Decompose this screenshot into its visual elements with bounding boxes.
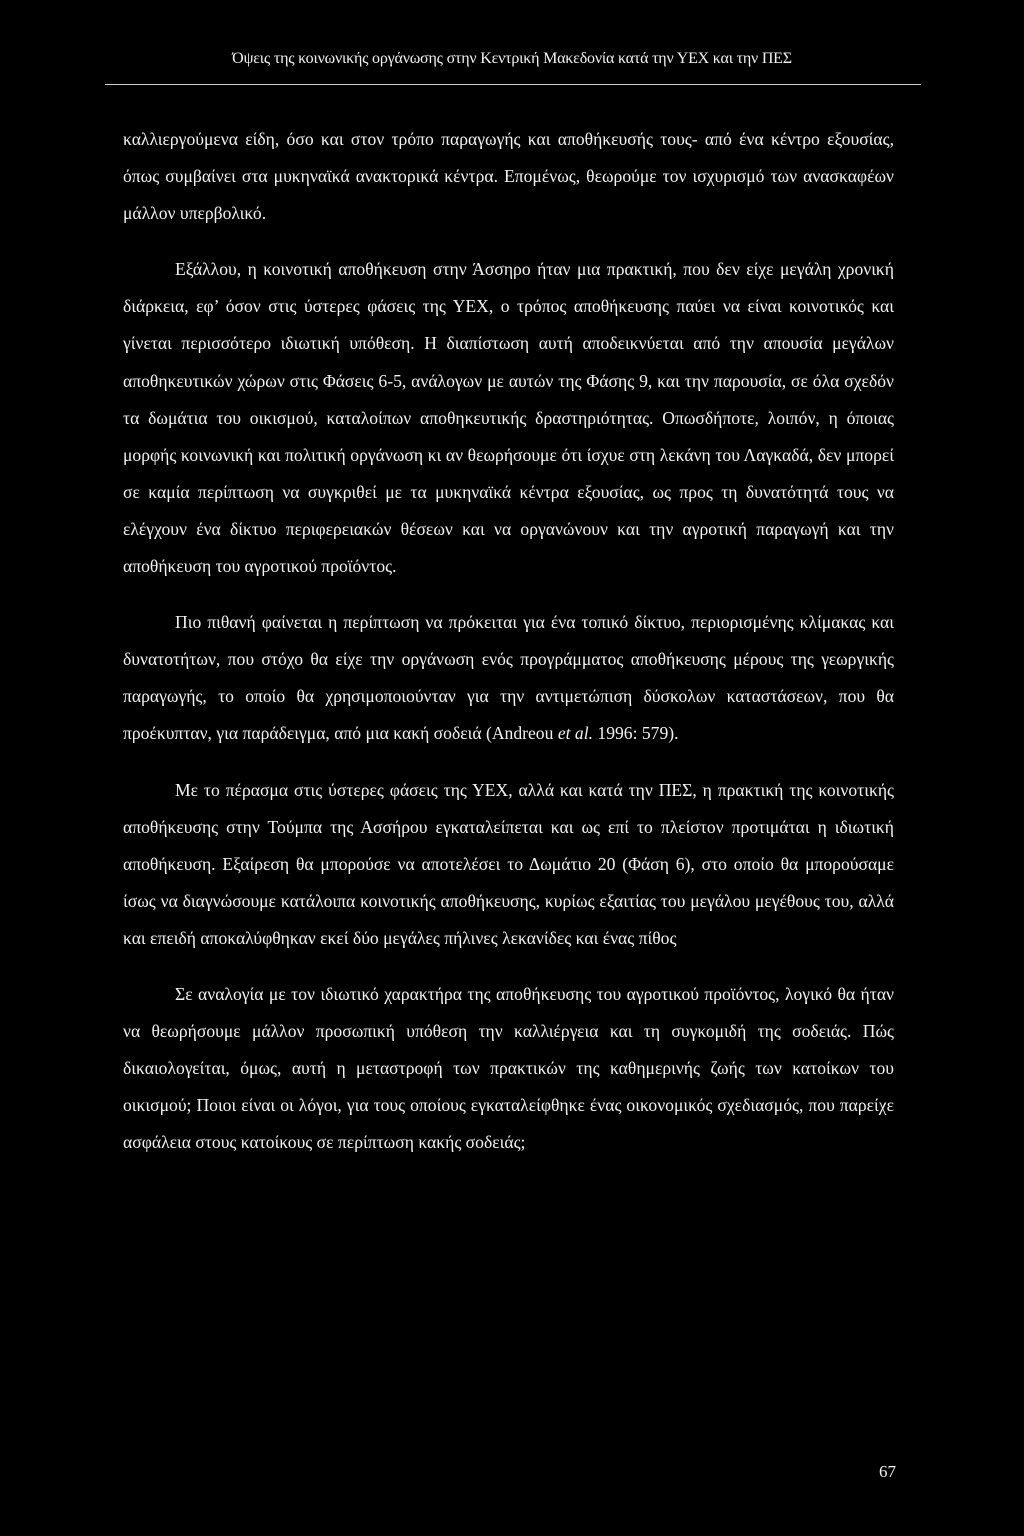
paragraph-3 <box>123 604 894 752</box>
header-rule <box>105 84 921 85</box>
paragraph-5 <box>123 976 894 1161</box>
citation-italic: et al. <box>557 723 593 744</box>
text-run: 1996: 579). <box>593 723 679 744</box>
running-header: Όψεις της κοινωνικής οργάνωσης στην Κεντρική Μακεδονία κατά την ΥΕΧ και την ΠΕΣ <box>232 50 792 67</box>
paragraph-2 <box>123 251 894 585</box>
paragraph-1 <box>123 121 894 232</box>
text-run: Πιο πιθανή φαίνεται η περίπτωση να πρόκειται για ένα τοπικό δίκτυο, περιορισμένης κλίμακας και δυνατοτήτων, που στόχο θα είχε την οργάνωση ενός προγράμματος αποθήκευσης μέρους της γεωργικής παραγωγής, το οποίο θα χρησιμοποιούνταν για την αντιμετώπιση δύσκολων καταστάσεων, που θα προέκυπταν, για παράδειγμα, από μια κακή σοδειά (Andreou <box>123 612 894 744</box>
text-run: Σε αναλογία με τον ιδιωτικό χαρακτήρα της αποθήκευσης του αγροτικού προϊόντος, λογικό θα ήταν να θεωρήσουμε μάλλον προσωπική υπόθεση την καλλιέργεια και τη συγκομιδή της σοδειάς. Πώς δικαιολογείται, όμως, αυτή η μεταστροφή των πρακτικών της καθημερινής ζωής των κατοίκων του οικισμού; Ποιοι είναι οι λόγοι, για τους οποίους εγκαταλείφθηκε ένας οικονομικός σχεδιασμός, που παρείχε ασφάλεια στους κατοίκους σε περίπτωση κακής σοδειάς; <box>123 983 894 1153</box>
text-run: καλλιεργούμενα είδη, όσο και στον τρόπο παραγωγής και αποθήκευσής τους- από ένα κέντρο εξουσίας, όπως συμβαίνει στα μυκηναϊκά ανακτορικά κέντρα. Επομένως, θεωρούμε τον ισχυρισμό των ανασκαφέων μάλλον υπερβολικό. <box>123 129 894 224</box>
text-run: Εξάλλου, η κοινοτική αποθήκευση στην Άσσηρο ήταν μια πρακτική, που δεν είχε μεγάλη χρονική διάρκεια, εφ’ όσον στις ύστερες φάσεις της ΥΕΧ, ο τρόπος αποθήκευσης παύει να είναι κοινοτικός και γίνεται περισσότερο ιδιωτική υπόθεση. Η διαπίστωση αυτή αποδεικνύεται από την απουσία μεγάλων αποθηκευτικών χώρων στις Φάσεις 6-5, ανάλογων με αυτών της Φάσης 9, και την παρουσία, σε όλα σχεδόν τα δωμάτια του οικισμού, καταλοίπων αποθηκευτικής δραστηριότητας. Οπωσδήποτε, λοιπόν, η όποιας μορφής κοινωνική και πολιτική οργάνωση κι αν θεωρήσουμε ότι ίσχυε στη λεκάνη του Λαγκαδά, δεν μπορεί σε καμία περίπτωση να συγκριθεί με τα μυκηναϊκά κέντρα εξουσίας, ως προς τη δυνατότητά τους να ελέγχουν ένα δίκτυο περιφερειακών θέσεων και να οργανώνουν και την αγροτική παραγωγή και την αποθήκευση του αγροτικού προϊόντος. <box>123 259 894 577</box>
paragraph-4 <box>123 772 894 957</box>
text-run: Με το πέρασμα στις ύστερες φάσεις της ΥΕΧ, αλλά και κατά την ΠΕΣ, η πρακτική της κοινοτικής αποθήκευσης στην Τούμπα της Ασσήρου εγκαταλείπεται και ως επί το πλείστον προτιμάται η ιδιωτική αποθήκευση. Εξαίρεση θα μπορούσε να αποτελέσει το Δωμάτιο 20 (Φάση 6), στο οποίο θα μπορούσαμε ίσως να διαγνώσουμε κατάλοιπα κοινοτικής αποθήκευσης, κυρίως εξαιτίας του μεγάλου μεγέθους του, αλλά και επειδή αποκαλύφθηκαν εκεί δύο μεγάλες πήλινες λεκανίδες και ένας πίθος <box>123 779 894 948</box>
body-text <box>123 121 894 1161</box>
page-number: 67 <box>879 1462 896 1481</box>
